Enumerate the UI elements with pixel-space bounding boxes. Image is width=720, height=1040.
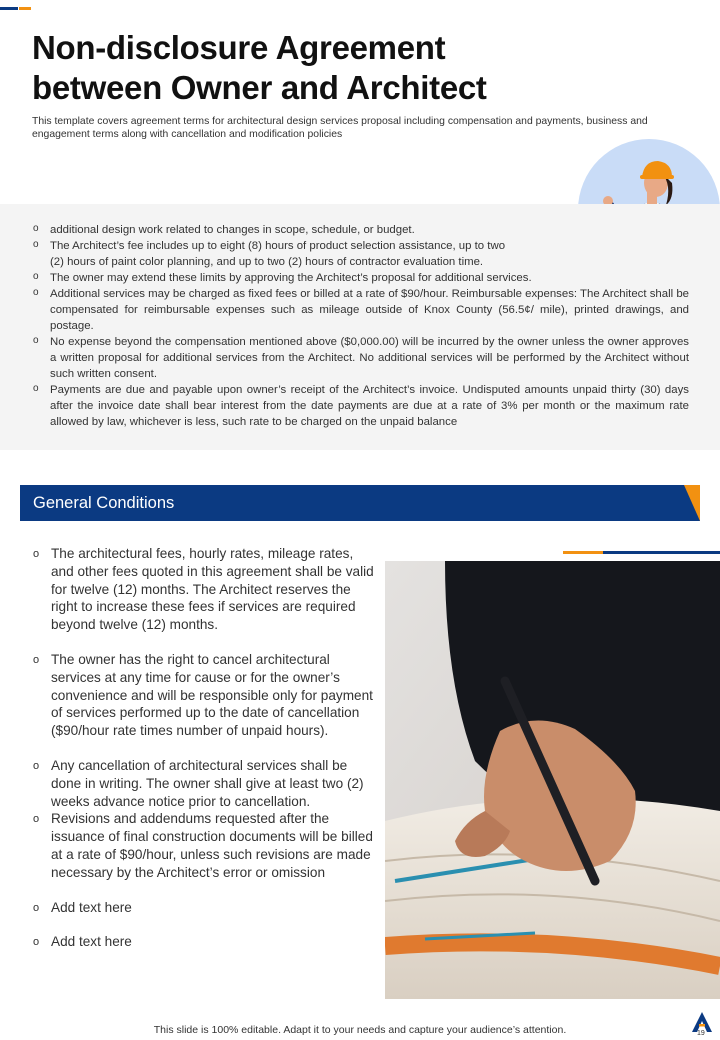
footer-note: This slide is 100% editable. Adapt it to your needs and capture your audience’s attention. xyxy=(153,1024,567,1036)
list-item: o additional design work related to changes in scope, schedule, or budget. xyxy=(33,222,689,238)
page-number: 19 xyxy=(697,1030,705,1037)
header-corner-accent xyxy=(684,485,700,521)
photo-rule-blue xyxy=(603,551,720,554)
list-item: o Revisions and addendums requested after the issuance of final construction documents will be billed at a rate of $90/hour, unless such revisions are made necessary by the Architect’s error or omission xyxy=(33,810,378,881)
photo-rule-orange xyxy=(563,551,603,554)
list-item: o The Architect’s fee includes up to eight (8) hours of product selection assistance, up to two (2) hours of paint color planning, and up to two (2) hours of contractor evaluation time. xyxy=(33,238,689,270)
list-item: o The owner may extend these limits by approving the Architect’s proposal for additional services. xyxy=(33,270,689,286)
list-item: o Add text here xyxy=(33,899,378,917)
general-conditions-list xyxy=(33,545,378,951)
list-item: o Add text here xyxy=(33,933,378,951)
fee-terms-list xyxy=(33,222,689,430)
signing-document-photo xyxy=(385,561,720,999)
list-item: o Additional services may be charged as fixed fees or billed at a rate of $90/hour. Reimbursable expenses: The Architect shall be compensated for reimbursable expenses such as mileage outside of Knox County (56.5¢/ mile), printed drawings, and postage. xyxy=(33,286,689,334)
general-conditions-header xyxy=(20,485,700,521)
section-heading: General Conditions xyxy=(33,494,175,512)
list-item: o The owner has the right to cancel architectural services at any time for cause or for the owner’s convenience and will be responsible only for payment of services performed up to the date of cancellation ($90/hour rate times number of unpaid hours). xyxy=(33,651,378,740)
list-item: o The architectural fees, hourly rates, mileage rates, and other fees quoted in this agreement shall be valid for twelve (12) months. The Architect reserves the right to increase these fees if services are required beyond twelve (12) months. xyxy=(33,545,378,634)
list-item: o Any cancellation of architectural services shall be done in writing. The owner shall give at least two (2) weeks advance notice prior to cancellation. xyxy=(33,757,378,810)
page-title: Non-disclosure Agreement between Owner and Architect xyxy=(32,29,487,106)
list-item: o No expense beyond the compensation mentioned above ($0,000.00) will be incurred by the owner unless the owner approves a written proposal for additional services from the Architect. No additional services will be performed by the Architect without such written consent. xyxy=(33,334,689,382)
page-subtitle: This template covers agreement terms for architectural design services proposal including compensation and payments, business and engagement terms along with cancellation and modification policies xyxy=(32,116,648,140)
list-item: o Payments are due and payable upon owner’s receipt of the Architect’s invoice. Undisputed amounts unpaid thirty (30) days after the invoice date shall bear interest from the date payments are due at a rate of 3% per month or the maximum rate allowed by law, whichever is less, such rate to be charged on the unpaid balance xyxy=(33,382,689,430)
